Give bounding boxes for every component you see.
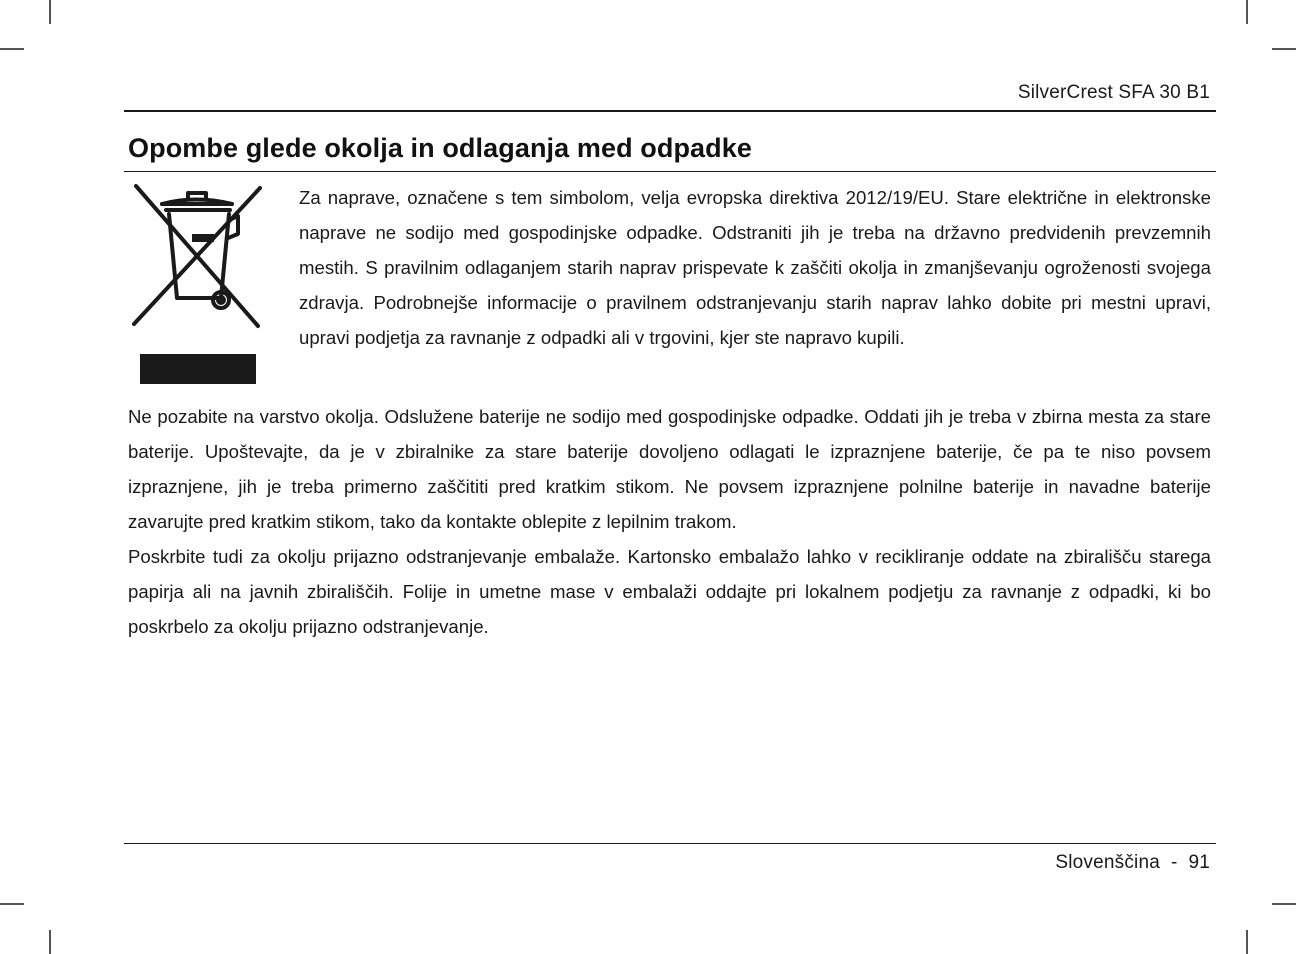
crossed-out-wheelie-bin-icon — [126, 180, 266, 388]
crop-mark — [0, 48, 24, 50]
crop-mark — [1272, 903, 1296, 905]
crop-mark — [1272, 48, 1296, 50]
crop-mark — [49, 0, 51, 24]
crop-mark — [49, 930, 51, 954]
crop-mark — [1246, 930, 1248, 954]
packaging-disposal-paragraph: Poskrbite tudi za okolju prijazno odstranjevanje embalaže. Kartonsko embalažo lahko v recikliranje oddate na zbirališču starega papirja ali na javnih zbirališčih. Folije in umetne mase v embalaži oddajte pri lokalnem podjetju za ravnanje z odpadki, ki bo poskrbelo za okolju prijazno odstranjevanje. — [128, 546, 1211, 637]
battery-disposal-paragraph: Ne pozabite na varstvo okolja. Odslužene baterije ne sodijo med gospodinjske odpadke. Oddati jih je treba v zbirna mesta za stare baterije. Upoštevajte, da je v zbiralnike za stare baterije dovoljeno odlagati le izpraznjene baterije, če pa te niso povsem izpraznjene, jih je treba primerno zaščititi pred kratkim stikom. Ne povsem izpraznjene polnilne baterije in navadne baterije zavarujte pred kratkim stikom, tako da kontakte oblepite z lepilnim trakom. — [128, 406, 1211, 532]
crop-mark — [1246, 0, 1248, 24]
title-rule — [124, 171, 1216, 172]
section-title: Opombe glede okolja in odlaganja med odpadke — [128, 133, 753, 163]
header-rule — [124, 110, 1216, 112]
footer-page-label: Slovenščina - 91 — [1055, 852, 1210, 873]
weee-directive-paragraph: Za naprave, označene s tem simbolom, velja evropska direktiva 2012/19/EU. Stare električne in elektronske naprave ne sodijo med gospodinjske odpadke. Odstraniti jih je treba na državno predvidenih prevzemnih mestih. S pravilnim odlaganjem starih naprav prispevate k zaščiti okolja in zmanjševanju ogroženosti svojega zdravja. Podrobnejše informacije o pravilnem odstranjevanju starih naprav lahko dobite pri mestni upravi, upravi podjetja za ravnanje z odpadki ali v trgovini, kjer ste napravo kupili. — [299, 187, 1211, 348]
header-product-name: SilverCrest SFA 30 B1 — [1017, 82, 1210, 103]
crop-mark — [0, 903, 24, 905]
footer-rule — [124, 843, 1216, 844]
